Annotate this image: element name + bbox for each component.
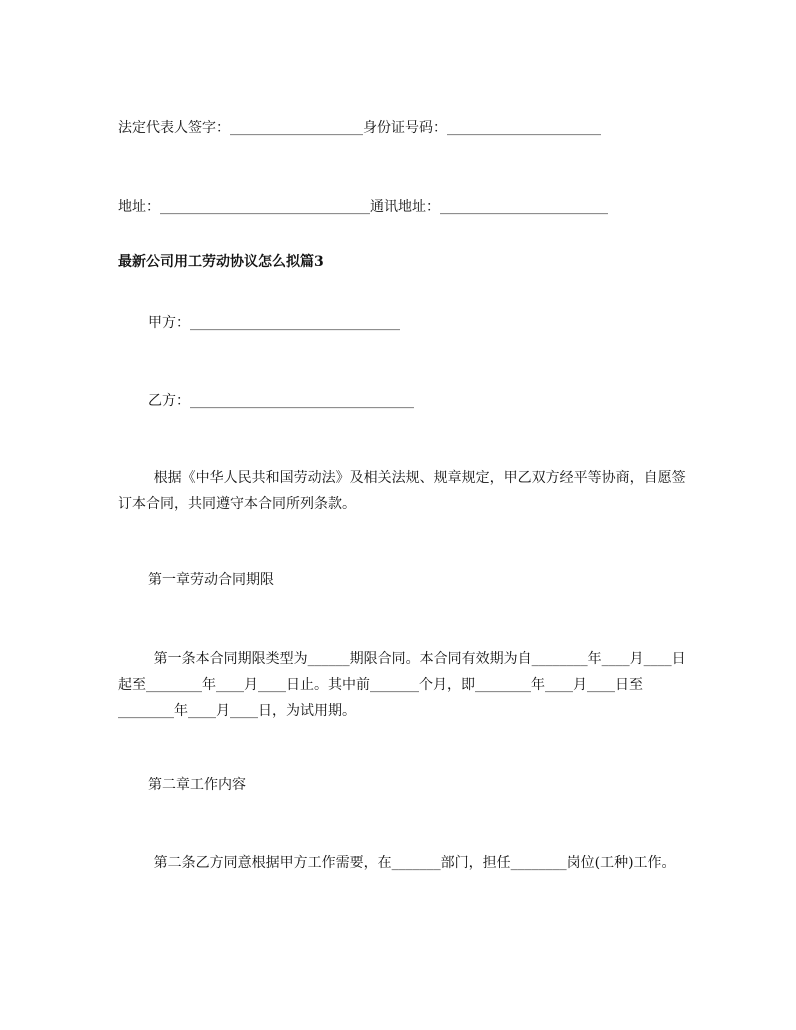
chapter-2-title: 第二章工作内容 (148, 777, 246, 793)
address-line: 地址：______________________________通讯地址：________________________ (118, 199, 608, 215)
intro-paragraph: 根据《中华人民共和国劳动法》及相关法规、规章规定，甲乙双方经平等协商，自愿签订本合同，共同遵守本合同所列条款。 (118, 470, 686, 512)
article-2-paragraph: 第二条乙方同意根据甲方工作需要，在_______部门，担任________岗位(工种)工作。 (118, 855, 676, 871)
chapter-1-title: 第一章劳动合同期限 (148, 572, 274, 588)
party-b-line: 乙方：________________________________ (148, 393, 414, 409)
legal-representative-signature-line: 法定代表人签字：___________________身份证号码：______________________ (118, 120, 601, 136)
party-a-line: 甲方：______________________________ (148, 315, 400, 331)
article-1-paragraph: 第一条本合同期限类型为______期限合同。本合同有效期为自________年____月____日起至________年____月____日止。其中前_______个月，即________年____月____日至________年____月____日，为试用期。 (118, 651, 686, 719)
section-heading: 最新公司用工劳动协议怎么拟篇3 (118, 254, 324, 270)
